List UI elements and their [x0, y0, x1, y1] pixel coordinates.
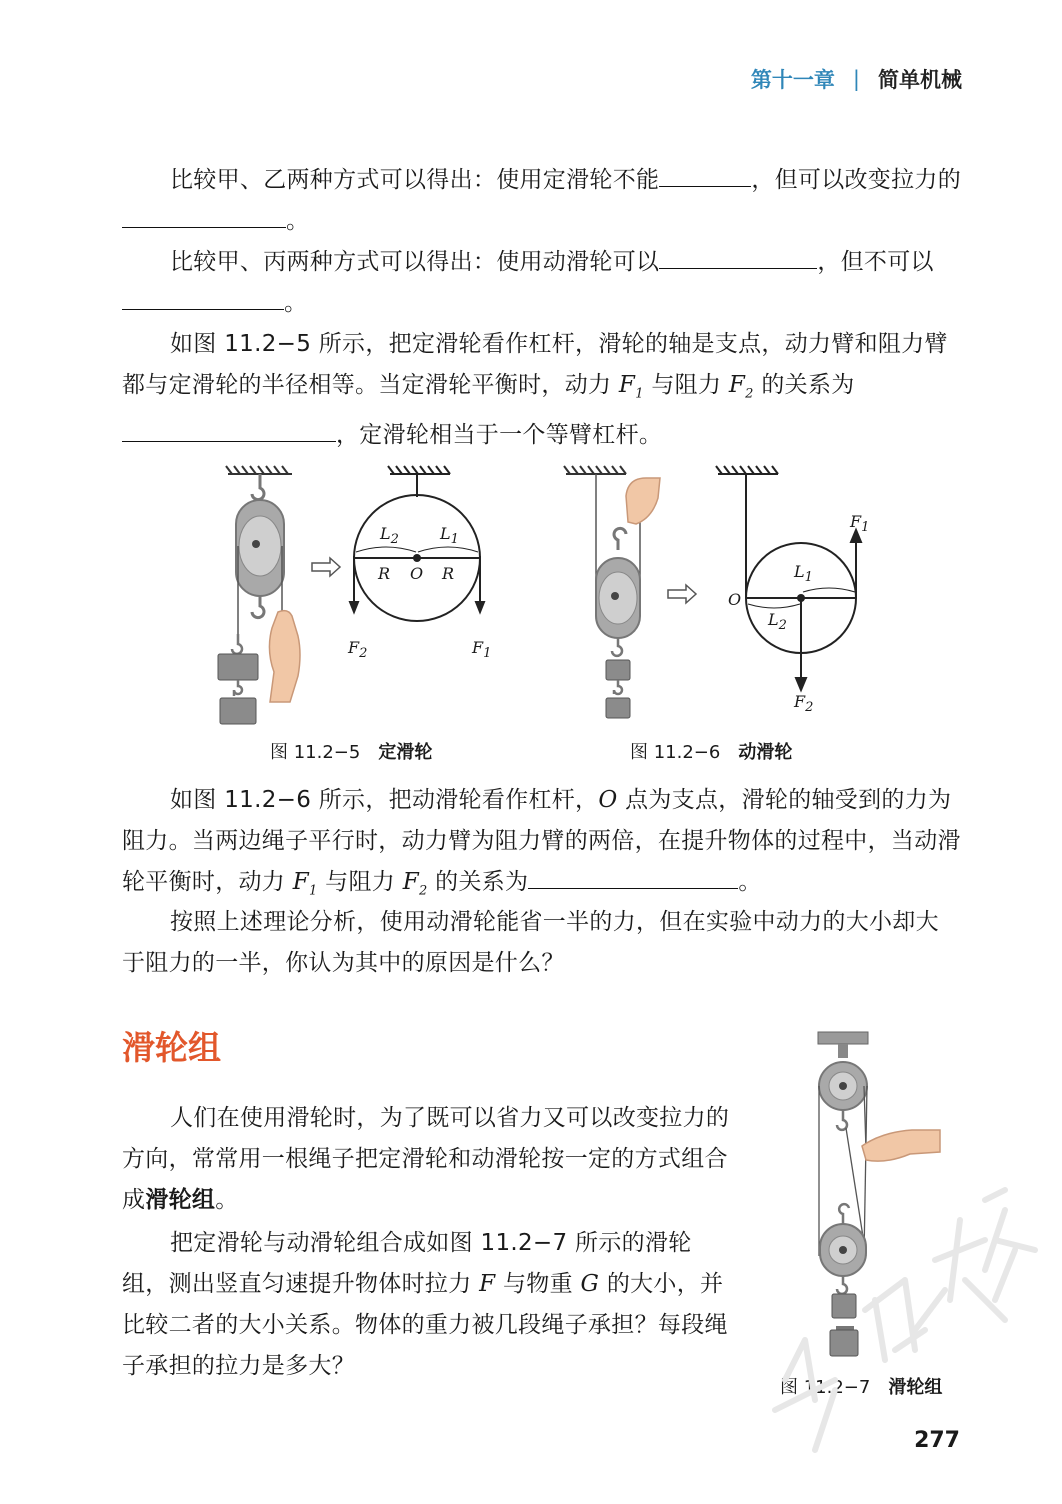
label-F2: $F_2$ — [794, 692, 814, 716]
label-O: O — [728, 590, 742, 609]
label-L1: $L_1$ — [794, 562, 813, 586]
p6-text-a: 人们在使用滑轮时，为了既可以省力又可以改变拉力的方向，常常用一根绳子把定滑轮和动滑轮按一定的方式组合成 — [122, 1105, 730, 1213]
paragraph-7 — [122, 1223, 737, 1387]
p2-text-c: 。 — [284, 290, 308, 316]
p4-text-c: 与阻力 — [317, 869, 403, 895]
publisher-watermark — [745, 1180, 1045, 1500]
caption-fig7: 图 11.2−7 滑轮组 — [780, 1377, 943, 1398]
p2-text-b: ，但不可以 — [817, 249, 934, 275]
paragraph-1 — [122, 160, 962, 242]
ceiling-bar-icon — [818, 1032, 868, 1044]
section-title: 滑轮组 — [122, 1028, 221, 1067]
p7-text-a: 把定滑轮与动滑轮组合成如图 11.2−7 所示的滑轮组，测出竖直匀速提升物体时拉力 — [122, 1230, 692, 1297]
p1-text-a: 比较甲、乙两种方式可以得出：使用定滑轮不能 — [170, 167, 660, 193]
var-F2: $F_2$ — [402, 869, 428, 899]
label-O: O — [410, 564, 424, 583]
label-F2: $F_2$ — [348, 638, 368, 662]
label-F1: $F_1$ — [850, 512, 870, 536]
fixed-pulley-icon — [819, 1062, 867, 1130]
chapter-topic: 简单机械 — [878, 68, 962, 92]
p1-text-b: ，但可以改变拉力的 — [751, 167, 962, 193]
label-R-left: R — [378, 564, 391, 583]
paragraph-6 — [122, 1098, 737, 1221]
header-separator: | — [852, 67, 860, 91]
p3-text-a: 如图 11.2−5 所示，把定滑轮看作杠杆，滑轮的轴是支点，动力臂和阻力臂都与定滑轮的半径相等。当定滑轮平衡时，动力 — [122, 331, 948, 398]
var-F2: $F_2$ — [728, 372, 754, 402]
p1-text-c: 。 — [286, 208, 310, 234]
p7-text-c: 的大小，并比较二者的大小关系。物体的重力被几段绳子承担？每段绳子承担的拉力是多大？ — [122, 1271, 728, 1379]
term-pulley-block: 滑轮组 — [145, 1187, 216, 1213]
label-L2: $L_2$ — [768, 610, 787, 634]
page-number: 277 — [914, 1428, 960, 1453]
p4-text-b: 点为支点，滑轮的轴受到的力为阻力。当两边绳子平行时，动力臂为阻力臂的两倍，在提升物体的过程中，当动滑轮平衡时，动力 — [122, 787, 961, 895]
p3-text-c: 的关系为 — [753, 372, 855, 398]
p4-text-a: 如图 11.2−6 所示，把动滑轮看作杠杆， — [170, 787, 599, 813]
chapter-label: 第十一章 — [750, 68, 835, 92]
var-F1: $F_1$ — [292, 869, 318, 899]
movable-pulley-labels — [560, 462, 880, 732]
running-header — [751, 64, 962, 94]
paragraph-5: 按照上述理论分析，使用动滑轮能省一半的力，但在实验中动力的大小却大于阻力的一半，你认为其中的原因是什么？ — [122, 909, 939, 976]
p4-text-e: 。 — [738, 869, 762, 895]
label-L1: $L_1$ — [440, 524, 459, 548]
hand-icon — [862, 1130, 940, 1161]
p3-text-b: 与阻力 — [643, 372, 729, 398]
p3-text-d: ，定滑轮相当于一个等臂杠杆。 — [336, 421, 663, 448]
p4-text-d: 的关系为 — [427, 869, 529, 895]
blank-2[interactable] — [122, 203, 286, 228]
label-R-right: R — [442, 564, 455, 583]
paragraph-3 — [122, 324, 962, 456]
blank-1[interactable] — [659, 162, 751, 187]
var-G: G — [580, 1271, 600, 1297]
caption-fig6: 图 11.2−6 动滑轮 — [630, 742, 793, 763]
p7-text-b: 与物重 — [495, 1271, 581, 1297]
paragraph-4 — [122, 780, 962, 912]
var-F1: $F_1$ — [618, 372, 644, 402]
var-F: F — [479, 1271, 496, 1297]
p2-text-a: 比较甲、丙两种方式可以得出：使用动滑轮可以 — [170, 249, 660, 275]
blank-3[interactable] — [659, 244, 817, 269]
var-O: O — [598, 787, 618, 813]
blank-4[interactable] — [122, 285, 284, 310]
paragraph-2 — [122, 242, 962, 324]
blank-6[interactable] — [528, 864, 738, 889]
blank-5[interactable] — [122, 417, 336, 442]
label-F1: $F_1$ — [472, 638, 492, 662]
label-L2: $L_2$ — [380, 524, 399, 548]
p6-text-c: 。 — [215, 1187, 239, 1213]
fixed-pulley-labels — [200, 462, 520, 732]
caption-fig5: 图 11.2−5 定滑轮 — [270, 742, 433, 763]
